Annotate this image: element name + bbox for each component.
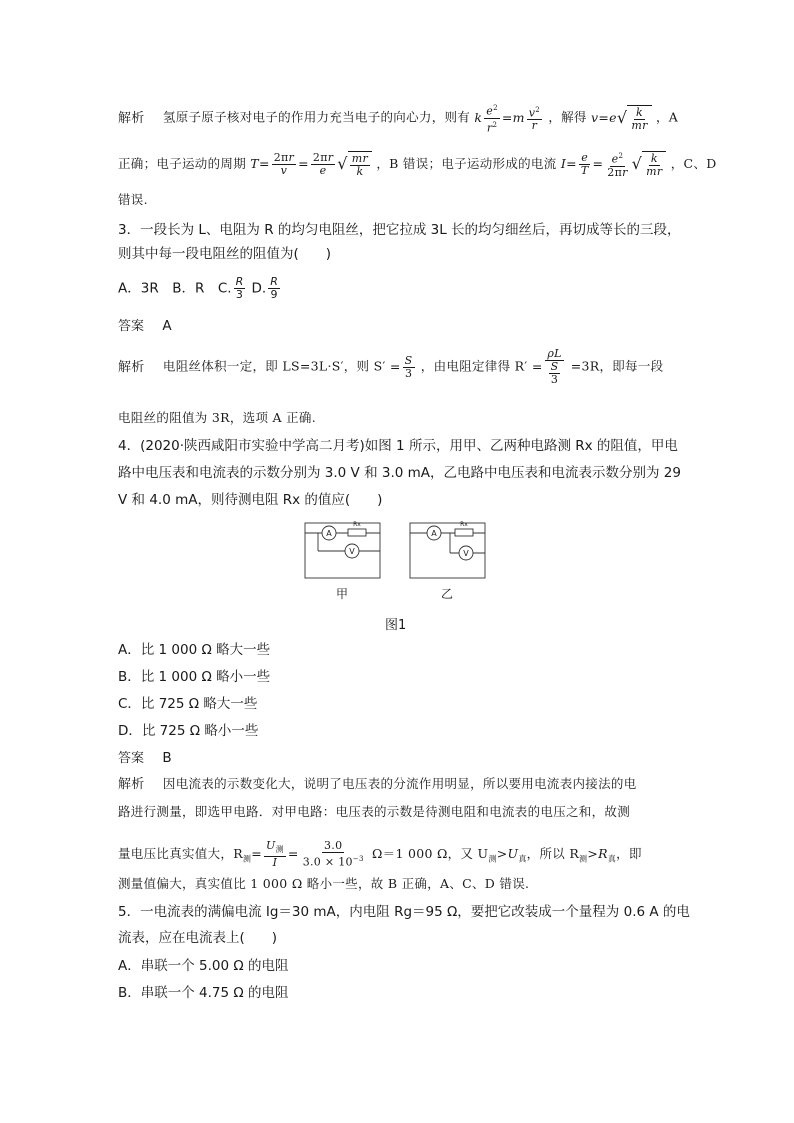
circuit-a-resistor — [348, 529, 366, 536]
q4-analysis-line-1 — [118, 774, 637, 795]
formula-coulomb: k $\frac{e^2}{r^2}$ =m $\frac{v^2}{r}$ — [474, 104, 541, 135]
q5-option-a: A．串联一个 5.00 Ω 的电阻 — [118, 958, 289, 974]
circuit-a-resistor-label: Rx — [353, 521, 361, 528]
q4-analysis-line-2: 路进行测量，即选甲电路．对甲电路：电压表的示数是待测电阻和电流表的电压之和，故测 — [118, 804, 631, 819]
answer-value: A — [162, 318, 172, 334]
frac-r-3: $\frac{R}{3}$ — [235, 275, 244, 301]
q2-analysis-text-3: ，A — [655, 109, 679, 125]
formula-period: T= $\frac{2\pi r}{v}$ = $\frac{2\pi r}{e}$ √ $\frac{mr}{k}$ — [250, 156, 372, 171]
frac-r-9: $\frac{R}{9}$ — [270, 275, 278, 301]
circuit-figure — [300, 515, 500, 585]
formula-current: I= $\frac{e}{T}$ = $\frac{e^2}{2\pi r}$ √ $\frac{k}{mr}$ — [561, 156, 667, 171]
q4-option-d: D．比 725 Ω 略小一些 — [118, 723, 259, 739]
q4-analysis-text-3d: ，即 — [616, 846, 642, 862]
q3-answer — [118, 316, 172, 337]
analysis-label: 解析 — [118, 110, 145, 126]
circuit-b-caption: 乙 — [441, 587, 454, 601]
formula-velocity: v=e √ $\frac{k}{mr}$ — [591, 110, 652, 125]
q3-analysis-text-1: 电阻丝体积一定，即 LS=3L·S′，则 S′ — [162, 358, 386, 374]
q3-analysis-text-2: ，由电阻定律得 R′ — [420, 358, 528, 374]
q3-analysis-line-1 — [118, 348, 663, 386]
q4-answer — [118, 748, 172, 769]
answer-value: B — [162, 750, 172, 766]
q5-stem-line-1: 5．一电流表的满偏电流 Ig＝30 mA，内电阻 Rg＝95 Ω，要把它改装成一个量程为 0.6 A 的电 — [118, 904, 690, 920]
q3-options — [118, 276, 282, 301]
circuit-b-resistor — [455, 529, 473, 536]
q3-stem-line-1: 3．一段长为 L、电阻为 R 的均匀电阻丝，把它拉成 3L 长的均匀细丝后，再切成等长的三段， — [118, 222, 681, 238]
circuit-a-caption: 甲 — [336, 587, 349, 601]
circuit-a-ammeter-label: A — [326, 529, 332, 538]
q3-analysis-line-2: 电阻丝的阻值为 3R，选项 A 正确. — [118, 410, 316, 425]
q2-analysis-text-7: 错误. — [118, 192, 148, 207]
q3-stem-line-2: 则其中每一段电阻丝的阻值为( ) — [118, 246, 332, 262]
circuit-a-voltmeter-label: V — [349, 547, 355, 556]
circuit-b-ammeter-label: A — [431, 529, 437, 538]
q4-analysis-text-3a: 量电压比真实值大，R — [118, 846, 243, 862]
formula-resistance: = $\frac{\rho L}{\frac{S}{3}}$ — [531, 347, 562, 386]
q3-analysis-text-3: =3R，即每一段 — [570, 358, 664, 374]
answer-label: 答案 — [118, 751, 145, 766]
q5-option-b: B．串联一个 4.75 Ω 的电阻 — [118, 985, 289, 1001]
frac-u-i: $\frac{U_测}{I}$ — [266, 839, 284, 870]
figure-caption: 图1 — [385, 618, 407, 633]
analysis-label: 解析 — [118, 359, 145, 375]
q3-option-d: D. — [251, 280, 267, 297]
q2-analysis-text-6: ，C、D — [670, 155, 717, 171]
analysis-label: 解析 — [118, 777, 145, 792]
q4-option-b: B．比 1 000 Ω 略小一些 — [118, 669, 271, 685]
q5-stem-line-2: 流表，应在电流表上( ) — [118, 930, 278, 946]
frac-measured: $\frac{3.0}{3.0 \times 10^{-3}}$ — [302, 839, 364, 869]
circuit-b-resistor-label: Rx — [460, 521, 468, 528]
q4-analysis-text-3c: ，所以 R — [526, 846, 580, 862]
circuit-b-frame — [410, 523, 485, 578]
q2-analysis-text-1: 氢原子原子核对电子的作用力充当电子的向心力，则有 — [162, 109, 471, 125]
q4-option-c: C．比 725 Ω 略大一些 — [118, 696, 258, 712]
q4-stem-line-1: 4．(2020·陕西咸阳市实验中学高二月考)如图 1 所示，用甲、乙两种电路测 Rx 的阻值，甲电 — [118, 438, 678, 454]
q2-analysis-line-3 — [118, 190, 148, 210]
q4-analysis-line-4: 测量值偏大，真实值比 1 000 Ω 略小一些，故 B 正确，A、C、D 错误. — [118, 876, 530, 891]
q2-analysis-line-1 — [118, 102, 678, 134]
q4-option-a: A．比 1 000 Ω 略大一些 — [118, 642, 271, 658]
q2-analysis-text-5: ，B 错误；电子运动形成的电流 — [376, 155, 557, 171]
circuit-a-frame — [305, 523, 380, 578]
circuit-b-voltmeter-label: V — [463, 549, 469, 558]
q4-analysis-line-3: 量电压比真实值大，$R_测=$ $\frac{U_测}{I}$ = $\frac{3.0}{3.0 \times 10^{-3}}$ Ω＝1 000 Ω，又 $U_测>U_真$，所以 $R_测>R_真$，即 — [118, 839, 642, 870]
q4-stem-line-2: 路中电压表和电流表的示数分别为 3.0 V 和 3.0 mA，乙电路中电压表和电流表示数分别为 29 — [118, 465, 681, 481]
q2-analysis-line-2 — [118, 150, 717, 179]
q4-analysis-text-1: 因电流表的示数变化大，说明了电压表的分流作用明显，所以要用电流表内接法的电 — [162, 776, 637, 791]
q2-analysis-text-2: ，解得 — [548, 109, 587, 125]
q3-option-a-b-c: A．3R B．R C. — [118, 280, 232, 297]
formula-s-prime: = $\frac{S}{3}$ — [389, 353, 413, 380]
q4-analysis-text-3b: Ω＝1 000 Ω，又 U — [372, 846, 489, 862]
answer-label: 答案 — [118, 319, 145, 334]
q4-stem-line-3: V 和 4.0 mA，则待测电阻 Rx 的值应( ) — [118, 492, 383, 508]
q2-analysis-text-4: 正确；电子运动的周期 — [118, 155, 247, 171]
